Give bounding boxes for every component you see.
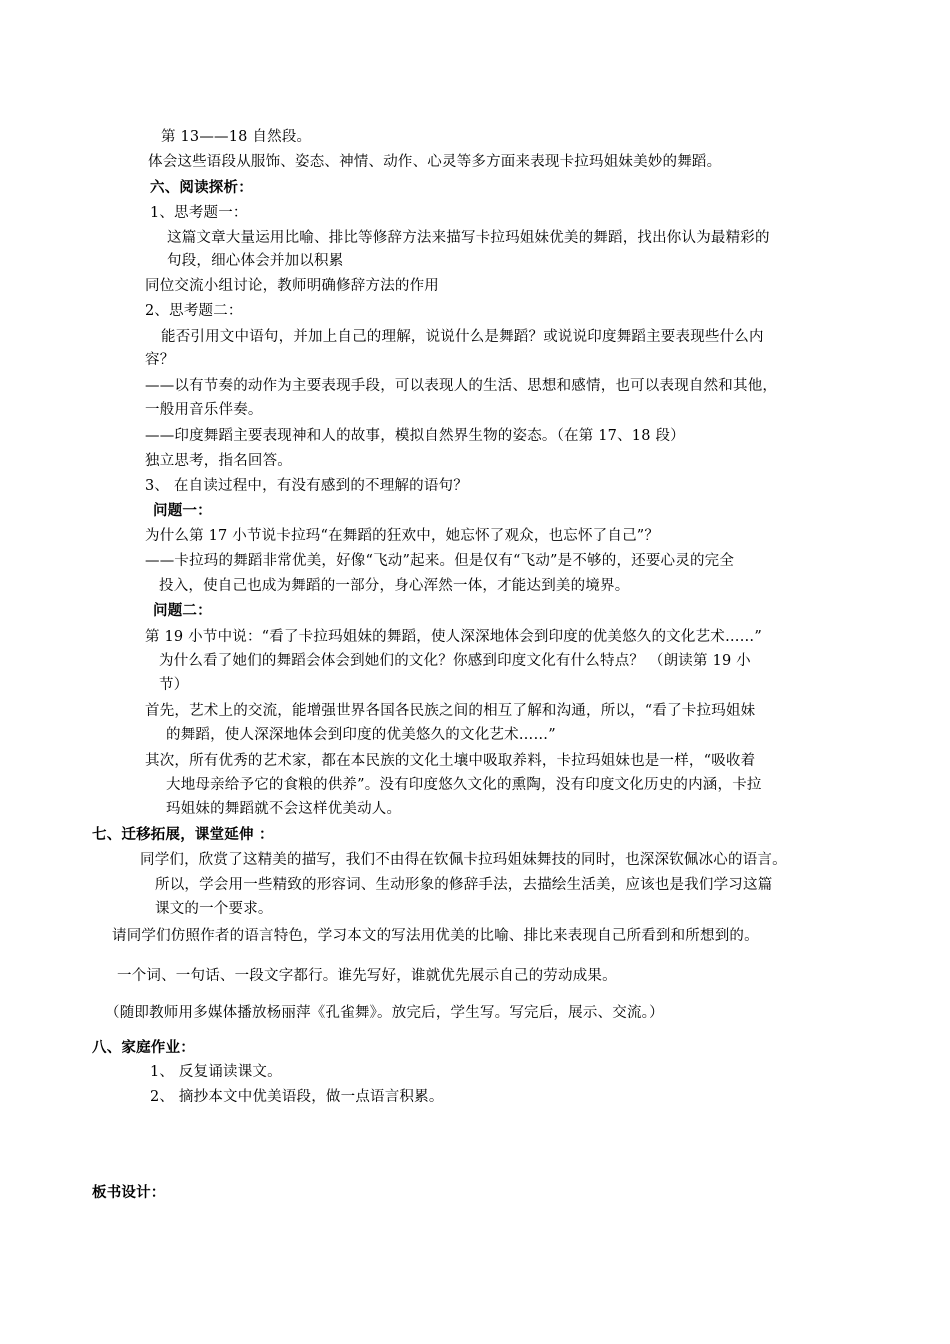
discussion-note: 同位交流小组讨论，教师明确修辞方法的作用 xyxy=(145,278,439,294)
blackboard-design-heading: 板书设计： xyxy=(92,1184,166,1201)
homework-item-2: 2、 摘抄本文中优美语段，做一点语言积累。 xyxy=(150,1089,444,1105)
problem-1-label: 问题一： xyxy=(153,502,212,519)
first-point-line-2: 的舞蹈，使人深深地体会到印度的优美悠久的文化艺术……” xyxy=(166,727,556,743)
section-heading-reading-analysis: 六、阅读探析： xyxy=(150,179,253,196)
writing-task-text: 请同学们仿照作者的语言特色，学习本文的写法用优美的比喻、排比来表现自己所看到和所想到的。 xyxy=(112,928,759,944)
extension-paragraph-line-3: 课文的一个要求。 xyxy=(155,901,273,917)
extension-paragraph-line-2: 所以，学会用一些精致的形容词、生动形象的修辞手法，去描绘生活美，应该也是我们学习这篇 xyxy=(155,877,773,893)
paragraph-range-text: 第 13——18 自然段。 xyxy=(161,129,312,145)
problem-2-quote: 第 19 小节中说：“看了卡拉玛姐妹的舞蹈，使人深深地体会到印度的优美悠久的文化艺术……” xyxy=(145,629,762,645)
question-2-label: 2、思考题二： xyxy=(145,303,243,319)
answer-dance-definition-line-1: ——以有节奏的动作为主要表现手段，可以表现人的生活、思想和感情，也可以表现自然和其他， xyxy=(145,378,778,394)
problem-1-question: 为什么第 17 小节说卡拉玛“在舞蹈的狂欢中，她忘怀了观众，也忘怀了自己”？ xyxy=(145,528,660,544)
section-heading-extension: 七、迁移拓展，课堂延伸 ： xyxy=(92,826,274,843)
experience-instruction-text: 体会这些语段从服饰、姿态、神情、动作、心灵等多方面来表现卡拉玛姐妹美妙的舞蹈。 xyxy=(148,154,722,170)
problem-2-label: 问题二： xyxy=(153,602,212,619)
answer-dance-definition-line-2: 一般用音乐伴奏。 xyxy=(145,402,263,418)
multimedia-note: （随即教师用多媒体播放杨丽萍《孔雀舞》。放完后，学生写。写完后，展示、交流。） xyxy=(105,1005,664,1021)
section-heading-homework: 八、家庭作业： xyxy=(92,1039,195,1056)
second-point-line-2: 大地母亲给予它的食粮的供养”。没有印度悠久文化的熏陶，没有印度文化历史的内涵，卡拉 xyxy=(166,777,762,793)
answer-indian-dance: ——印度舞蹈主要表现神和人的故事，模拟自然界生物的姿态。（在第 17、18 段） xyxy=(145,428,685,444)
extension-paragraph-line-1: 同学们，欣赏了这精美的描写，我们不由得在钦佩卡拉玛姐妹舞技的同时，也深深钦佩冰心的语言。 xyxy=(140,852,787,868)
question-1-label: 1、思考题一： xyxy=(150,205,248,221)
homework-item-1: 1、 反复诵读课文。 xyxy=(150,1064,282,1080)
question-2-text-line-1: 能否引用文中语句，并加上自己的理解，说说什么是舞蹈？或说说印度舞蹈主要表现些什么内 xyxy=(161,329,764,345)
writing-task-note: 一个词、一句话、一段文字都行。谁先写好，谁就优先展示自己的劳动成果。 xyxy=(117,968,617,984)
first-point-line-1: 首先，艺术上的交流，能增强世界各国各民族之间的相互了解和沟通，所以，“看了卡拉玛姐妹 xyxy=(145,703,756,719)
question-2-text-line-2: 容？ xyxy=(145,352,175,368)
question-1-text-line-2: 句段，细心体会并加以积累 xyxy=(167,253,344,269)
independent-thinking-note: 独立思考，指名回答。 xyxy=(145,453,292,469)
problem-1-answer-line-2: 投入，使自己也成为舞蹈的一部分，身心浑然一体，才能达到美的境界。 xyxy=(159,578,630,594)
problem-2-question-line-1: 为什么看了她们的舞蹈会体会到她们的文化？你感到印度文化有什么特点？ （朗读第 19 小 xyxy=(159,653,751,669)
question-1-text-line-1: 这篇文章大量运用比喻、排比等修辞方法来描写卡拉玛姐妹优美的舞蹈，找出你认为最精彩的 xyxy=(167,230,770,246)
problem-2-question-line-2: 节） xyxy=(159,677,189,693)
second-point-line-1: 其次，所有优秀的艺术家，都在本民族的文化土壤中吸取养料，卡拉玛姐妹也是一样，“吸收着 xyxy=(145,753,756,769)
question-3-text: 3、 在自读过程中，有没有感到的不理解的语句？ xyxy=(145,478,468,494)
second-point-line-3: 玛姐妹的舞蹈就不会这样优美动人。 xyxy=(166,801,402,817)
problem-1-answer-line-1: ——卡拉玛的舞蹈非常优美，好像“飞动”起来。但是仅有“飞动”是不够的，还要心灵的完全 xyxy=(145,553,735,569)
